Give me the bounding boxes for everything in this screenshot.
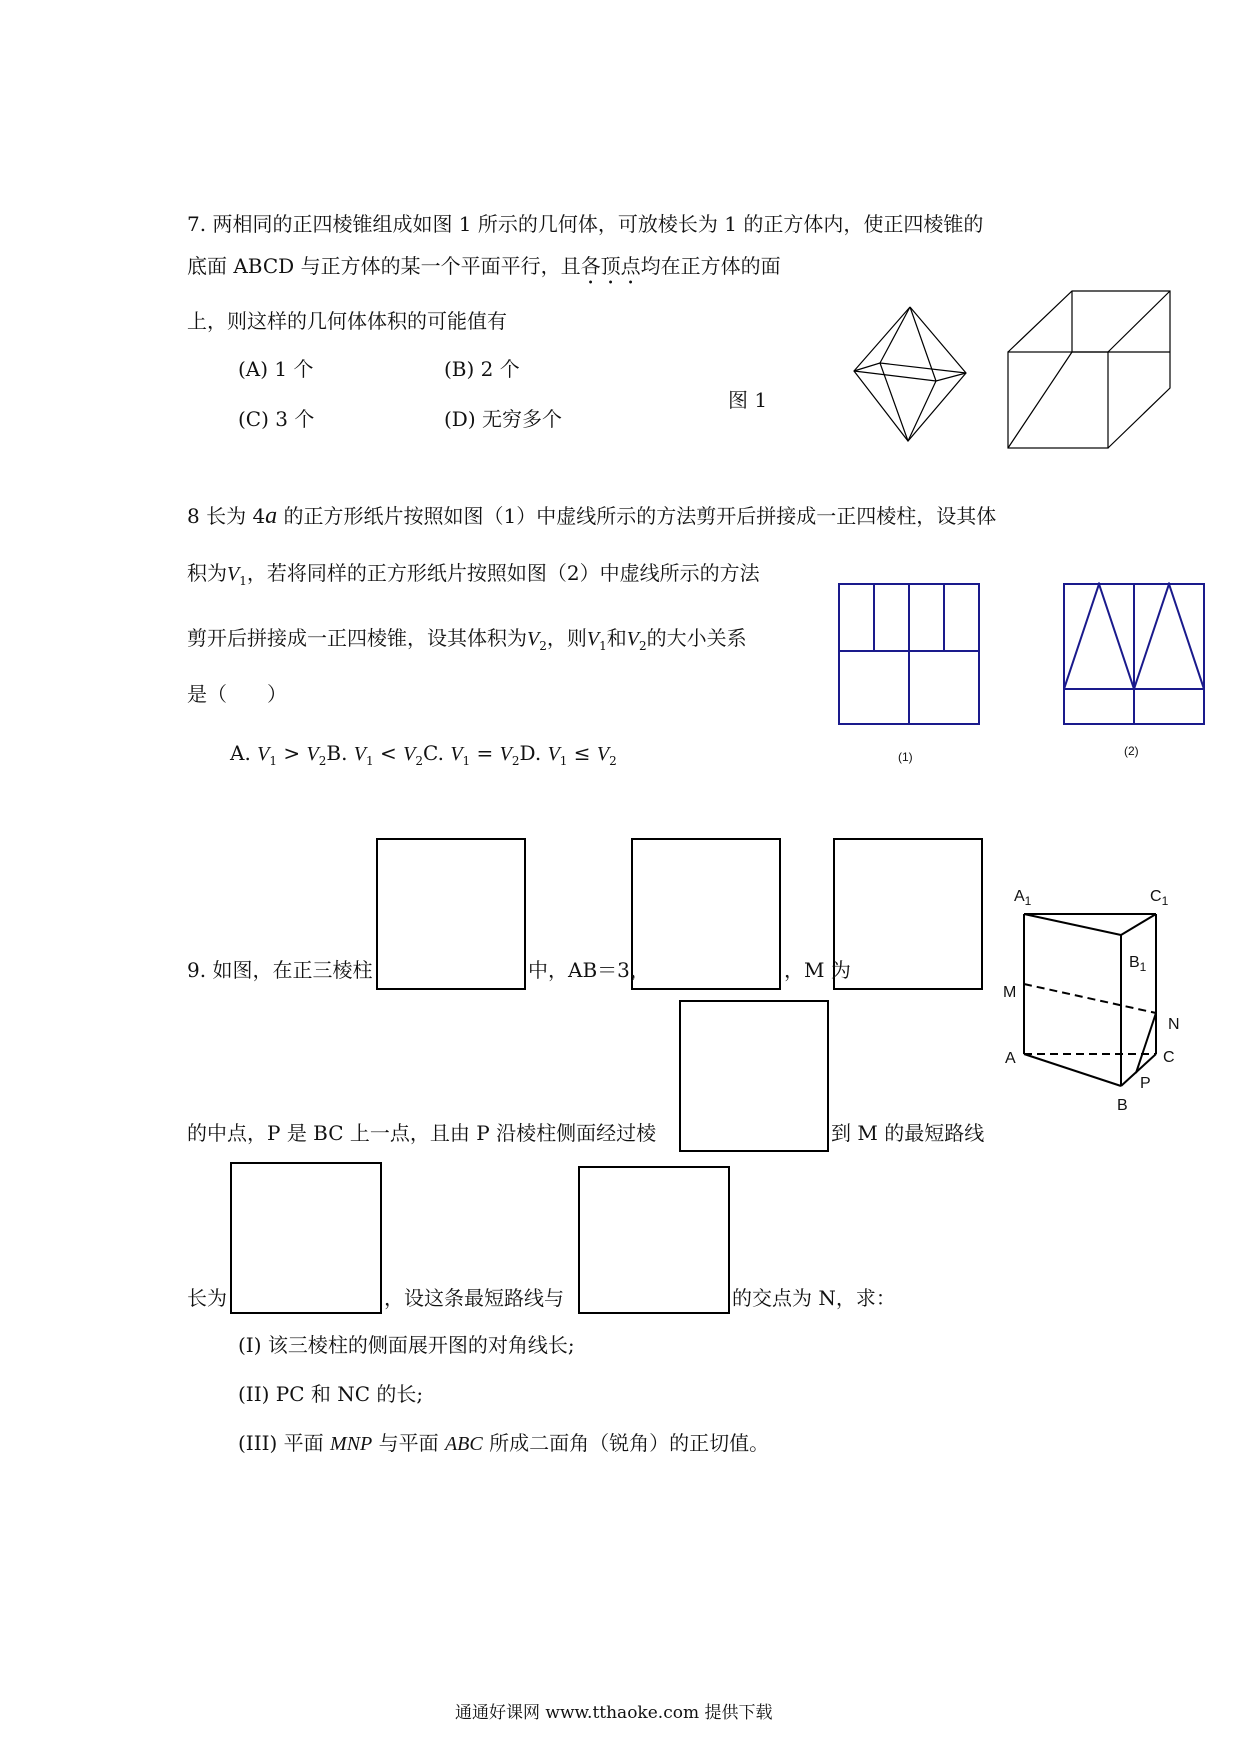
q9-plane-mnp: MNP (330, 1433, 373, 1455)
q7-option-d: (D) 无穷多个 (444, 407, 562, 431)
prism-edge-ab (1024, 1054, 1121, 1086)
formula-placeholder (376, 838, 526, 990)
q9-line1-post: ，M 为 (784, 958, 851, 982)
prism-label-n: N (1168, 1016, 1180, 1033)
octahedron-edge (880, 363, 908, 441)
prism-edge-b1c1 (1121, 914, 1156, 935)
q9-sub-iii-post: 所成二面角（锐角）的正切值。 (482, 1431, 770, 1455)
q7-option-a: (A) 1 个 (238, 357, 314, 381)
q8-sub: 2 (609, 754, 617, 768)
q8-option-c: C. (423, 741, 444, 765)
prism-label-b: B (1117, 1097, 1128, 1114)
q8-sub: 1 (239, 574, 247, 588)
q8-var-v: V (353, 743, 367, 765)
q9-line1-mid: 中，AB＝3， (528, 958, 650, 982)
q9-line1-pre: 9. 如图，在正三棱柱 (187, 958, 373, 982)
formula-placeholder (631, 838, 781, 990)
octahedron-outline (854, 307, 966, 441)
q8-fig2-caption: (2) (1124, 744, 1139, 758)
q8-var-v: V (227, 563, 240, 585)
q8-line1-post: 的正方形纸片按照如图（1）中虚线所示的方法剪开后拼接成一正四棱柱，设其体 (277, 504, 997, 528)
q9-sub-iii (238, 1431, 769, 1456)
octahedron-figure (850, 305, 970, 445)
q8-var-v: V (257, 743, 270, 765)
q8-var-v: V (586, 628, 600, 650)
q8-var-a: a (265, 503, 278, 529)
prism-label-a: A (1005, 1050, 1016, 1067)
q8-option-a: A. (230, 741, 251, 765)
prism-figure (996, 878, 1186, 1118)
octahedron-back-edges (854, 363, 966, 373)
q8-sub: 2 (539, 639, 547, 653)
q8-line3-post: 的大小关系 (646, 626, 747, 650)
cube-figure (1004, 288, 1174, 452)
cube-front-face (1008, 352, 1108, 448)
prism-label-c: C (1163, 1049, 1175, 1066)
q8-line1 (187, 504, 996, 528)
q8-sub: 2 (511, 754, 520, 768)
q8-rel: < (380, 741, 397, 765)
q7-line2-pre: 底面 ABCD 与正方体的某一个平面平行，且 (187, 254, 581, 278)
q8-line3-mid: ，则 (546, 626, 587, 650)
q9-sub-iii-mid: 与平面 (372, 1431, 445, 1455)
q9-line3-post: 的交点为 N，求： (732, 1286, 896, 1310)
formula-placeholder (679, 1000, 829, 1152)
q8-line2 (187, 561, 760, 593)
q8-line3 (187, 626, 747, 658)
octahedron-front-edges (854, 371, 966, 381)
prism-label-c1: $C_1$ (1150, 888, 1169, 909)
q9-line3-pre: 长为 (187, 1286, 227, 1310)
q8-rel: ≤ (573, 741, 591, 765)
q9-sub-iii-pre: (III) 平面 (238, 1431, 331, 1455)
q8-line2-post: ，若将同样的正方形纸片按照如图（2）中虚线所示的方法 (246, 561, 760, 585)
q8-sub: 1 (559, 754, 568, 768)
q8-figure-1 (837, 582, 981, 726)
q8-figure-2 (1062, 582, 1206, 726)
prism-edge-a1b1 (1024, 914, 1121, 935)
q8-var-v: V (306, 743, 319, 765)
prism-label-p: P (1140, 1075, 1151, 1092)
formula-placeholder (230, 1162, 382, 1314)
q8-line4: 是（ ） (187, 682, 287, 706)
q8-var-v: V (547, 743, 560, 765)
q8-var-v: V (596, 743, 610, 765)
q8-fig1-caption: (1) (898, 750, 913, 764)
formula-placeholder (833, 838, 983, 990)
prism-edge-bc (1121, 1054, 1156, 1086)
q8-option-b: B. (326, 741, 348, 765)
q7-option-c: (C) 3 个 (238, 407, 315, 431)
q7-option-b: (B) 2 个 (444, 357, 520, 381)
q9-line3-mid: ，设这条最短路线与 (384, 1286, 564, 1310)
q7-line2 (187, 254, 781, 289)
octahedron-edge (910, 307, 936, 381)
q8-sub: 1 (366, 754, 374, 768)
q7-line3: 上，则这样的几何体体积的可能值有 (187, 309, 507, 333)
q8-sub: 2 (318, 754, 327, 768)
q8-option-d: D. (519, 741, 542, 765)
prism-label-m: M (1003, 984, 1017, 1001)
q8-var-v: V (499, 743, 512, 765)
q8-line2-pre: 积为 (187, 561, 227, 585)
q7-figure-label: 图 1 (728, 388, 768, 412)
q7-line2-emphasis: 各顶点 (580, 254, 641, 278)
prism-label-b1: $B_1$ (1129, 954, 1147, 975)
q8-sub: 1 (599, 639, 607, 653)
prism-label-a1: $A_1$ (1014, 888, 1032, 909)
q7-line2-post: 均在正方体的面 (640, 254, 781, 278)
q8-options (230, 741, 617, 773)
q8-var-v: V (527, 628, 540, 650)
q7-line1: 7. 两相同的正四棱锥组成如图 1 所示的几何体，可放棱长为 1 的正方体内，使正四棱锥的 (187, 212, 984, 236)
q9-line2-post: 到 M 的最短路线 (831, 1121, 985, 1145)
footer-text: 通通好课网 www.tthaoke.com 提供下载 (455, 1703, 773, 1723)
cube-edge (1108, 291, 1170, 352)
q8-sub: 1 (462, 754, 471, 768)
q9-line2-pre: 的中点，P 是 BC 上一点，且由 P 沿棱柱侧面经过棱 (187, 1121, 657, 1145)
q8-sub: 1 (269, 754, 278, 768)
q9-sub-i: (I) 该三棱柱的侧面展开图的对角线长; (238, 1333, 575, 1357)
q9-plane-abc: ABC (444, 1433, 483, 1455)
q8-line1-pre: 8 长为 4 (187, 504, 266, 528)
prism-path-mn (1024, 984, 1156, 1013)
formula-placeholder (578, 1166, 730, 1314)
octahedron-edge (908, 381, 936, 441)
q8-var-v: V (450, 743, 463, 765)
q8-rel: = (476, 741, 494, 765)
q8-rel: > (283, 741, 301, 765)
q8-line3-and: 和 (606, 626, 627, 650)
q8-line3-pre: 剪开后拼接成一正四棱锥，设其体积为 (187, 626, 527, 650)
q9-sub-ii: (II) PC 和 NC 的长; (238, 1382, 424, 1406)
q8-var-v: V (626, 628, 639, 650)
q8-var-v: V (403, 743, 416, 765)
octahedron-edge (880, 307, 910, 363)
q8-sub: 2 (415, 754, 423, 768)
q8-sub: 2 (638, 639, 647, 653)
cube-hidden-edge (1008, 352, 1072, 448)
